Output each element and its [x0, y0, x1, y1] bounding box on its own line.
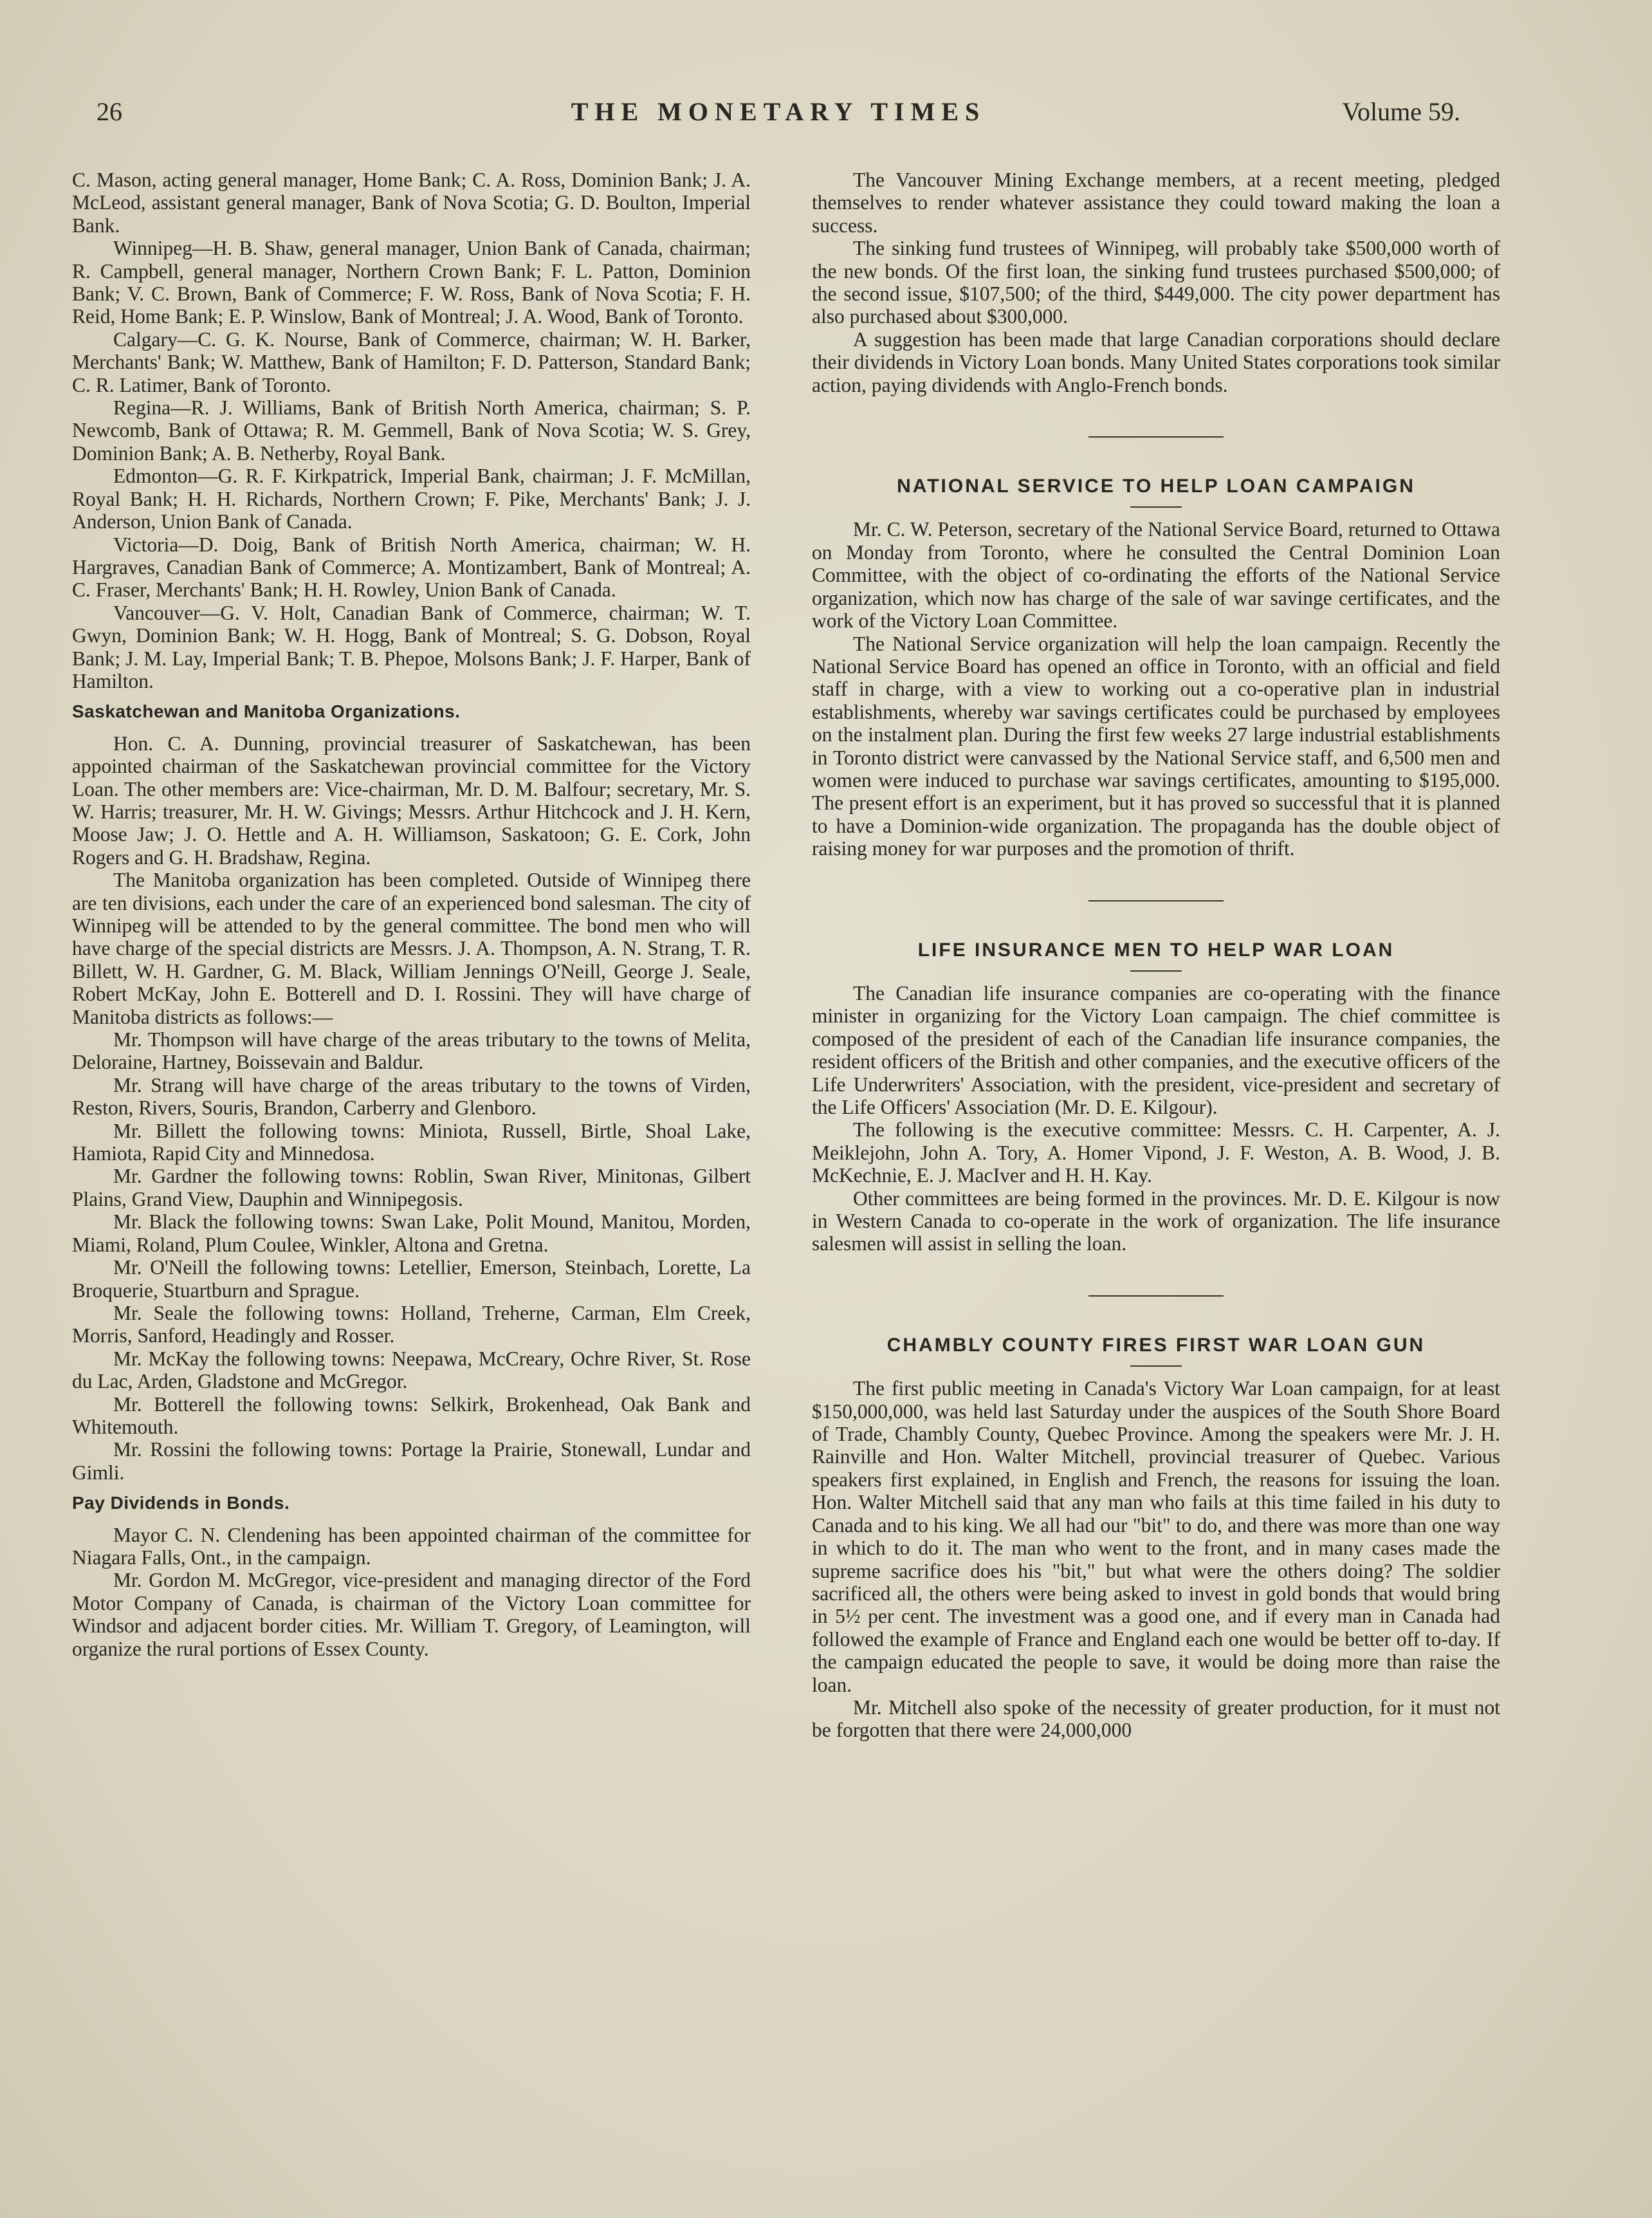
paragraph: Calgary—C. G. K. Nourse, Bank of Commerce, chairman; W. H. Barker, Merchants' Bank; W. Matthew, Bank of Hamilton; F. D. Patterson, Standard Bank; C. R. Latimer, Bank of Toronto.: [72, 328, 751, 396]
headline-national-service: NATIONAL SERVICE TO HELP LOAN CAMPAIGN: [897, 476, 1415, 497]
paragraph: The Vancouver Mining Exchange members, at a recent meeting, pledged themselves to render whatever assistance they could toward making the loan a success.: [812, 169, 1500, 237]
left-column: [72, 169, 751, 1660]
paragraph: Mr. O'Neill the following towns: Letellier, Emerson, Steinbach, Lorette, La Broquerie, Stuartburn and Sprague.: [72, 1256, 751, 1302]
headline-underline: [1130, 506, 1182, 508]
paragraph: The following is the executive committee: Messrs. C. H. Carpenter, A. J. Meiklejohn, John A. Tory, A. Homer Vipond, J. F. Weston, A. B. Wood, J. B. McKechnie, E. J. MacIver and H. H. Kay.: [812, 1118, 1500, 1187]
paragraph: C. Mason, acting general manager, Home Bank; C. A. Ross, Dominion Bank; J. A. McLeod, assistant general manager, Bank of Nova Scotia; G. D. Boulton, Imperial Bank.: [72, 169, 751, 237]
subheading-pay-dividends: Pay Dividends in Bonds.: [72, 1493, 290, 1513]
headline-life-insurance: LIFE INSURANCE MEN TO HELP WAR LOAN: [917, 939, 1395, 961]
paragraph: Mr. Gardner the following towns: Roblin, Swan River, Minitonas, Gilbert Plains, Grand View, Dauphin and Winnipegosis.: [72, 1165, 751, 1210]
paragraph: Victoria—D. Doig, Bank of British North America, chairman; W. H. Hargraves, Canadian Bank of Commerce; A. Montizambert, Bank of Montreal; A. C. Fraser, Merchants' Bank; H. H. Rowley, Union Bank of Canada.: [72, 533, 751, 602]
paragraph: Mr. Botterell the following towns: Selkirk, Brokenhead, Oak Bank and Whitemouth.: [72, 1392, 751, 1438]
headline-underline: [1130, 1365, 1182, 1367]
paragraph: Mr. McKay the following towns: Neepawa, McCreary, Ochre River, St. Rose du Lac, Arden, Gladstone and McGregor.: [72, 1347, 751, 1393]
paragraph: Mr. C. W. Peterson, secretary of the National Service Board, returned to Ottawa on Monday from Toronto, where he consulted the Central Dominion Loan Committee, with the object of co-ordinating the efforts of the National Service organization, which now has charge of the sale of war savinge certificates, and the work of the Victory Loan Committee.: [812, 518, 1500, 633]
paragraph: Mr. Thompson will have charge of the areas tributary to the towns of Melita, Deloraine, Hartney, Boissevain and Baldur.: [72, 1028, 751, 1074]
paragraph: Mr. Mitchell also spoke of the necessity of greater production, for it must not be forgotten that there were 24,000,000: [812, 1696, 1500, 1742]
paragraph: Mr. Black the following towns: Swan Lake, Polit Mound, Manitou, Morden, Miami, Roland, Plum Coulee, Winkler, Altona and Gretna.: [72, 1210, 751, 1256]
paragraph: Winnipeg—H. B. Shaw, general manager, Union Bank of Canada, chairman; R. Campbell, general manager, Northern Crown Bank; F. L. Patton, Dominion Bank; V. C. Brown, Bank of Commerce; F. W. Ross, Bank of Nova Scotia; F. H. Reid, Home Bank; E. P. Winslow, Bank of Montreal; J. A. Wood, Bank of Toronto.: [72, 237, 751, 328]
paragraph: Mr. Gordon M. McGregor, vice-president and managing director of the Ford Motor Company of Canada, is chairman of the Victory Loan committee for Windsor and adjacent border cities. Mr. William T. Gregory, of Leamington, will organize the rural portions of Essex County.: [72, 1569, 751, 1660]
volume-label: Volume 59.: [1342, 97, 1460, 126]
paragraph: A suggestion has been made that large Canadian corporations should declare their dividends in Victory Loan bonds. Many United States corporations took similar action, paying dividends with Anglo-French bonds.: [812, 328, 1500, 396]
paragraph: Mr. Strang will have charge of the areas tributary to the towns of Virden, Reston, Rivers, Souris, Brandon, Carberry and Glenboro.: [72, 1073, 751, 1120]
section-divider: [1088, 436, 1224, 438]
paragraph: The first public meeting in Canada's Victory War Loan campaign, for at least $150,000,000, was held last Saturday under the auspices of the South Shore Board of Trade, Chambly County, Quebec Province. Among the speakers were Mr. J. H. Rainville and Hon. Walter Mitchell, provincial treasurer of Quebec. Various speakers first explained, in English and French, the reasons for issuing the loan. Hon. Walter Mitchell said that any man who fails at this time failed in his duty to Canada and to his king. We all had our "bit" to do, and there was more than one way in which to do it. The man who went to the front, and in many cases made the supreme sacrifice does his "bit," but what were the others doing? The soldier sacrificed all, the others were being asked to invest in gold bonds that would bring in 5½ per cent. The investment was a good one, and if every man in Canada had followed the example of France and England each one would be better off to-day. If the campaign educated the people to save, it would be doing more than raise the loan.: [812, 1377, 1500, 1696]
paragraph: Other committees are being formed in the provinces. Mr. D. E. Kilgour is now in Western Canada to co-operate in the work of organization. The life insurance salesmen will assist in selling the loan.: [812, 1187, 1500, 1255]
paragraph: Mr. Seale the following towns: Holland, Treherne, Carman, Elm Creek, Morris, Sanford, Headingly and Rosser.: [72, 1301, 751, 1347]
paragraph: The Manitoba organization has been completed. Outside of Winnipeg there are ten divisions, each under the care of an experienced bond salesman. The city of Winnipeg will be attended to by the general committee. The bond men who will have charge of the special districts are Messrs. J. A. Thompson, A. N. Strang, T. R. Billett, W. H. Gardner, G. M. Black, William Jennings O'Neill, George J. Seale, Robert McKay, John E. Botterell and D. I. Rossini. They will have charge of Manitoba districts as follows:—: [72, 869, 751, 1028]
headline-underline: [1130, 970, 1182, 972]
paragraph: Mayor C. N. Clendening has been appointed chairman of the committee for Niagara Falls, Ont., in the campaign.: [72, 1523, 751, 1569]
paragraph: Mr. Rossini the following towns: Portage la Prairie, Stonewall, Lundar and Gimli.: [72, 1438, 751, 1484]
paragraph: Regina—R. J. Williams, Bank of British North America, chairman; S. P. Newcomb, Bank of Ottawa; R. M. Gemmell, Bank of Nova Scotia; W. S. Grey, Dominion Bank; A. B. Netherby, Royal Bank.: [72, 396, 751, 465]
paragraph: The Canadian life insurance companies are co-operating with the finance minister in organizing for the Victory Loan campaign. The chief committee is composed of the president of each of the Canadian life insurance companies, the resident officers of the British and other companies, and the executive officers of the Life Underwriters' Association, with the president, vice-president and secretary of the Life Officers' Association (Mr. D. E. Kilgour).: [812, 981, 1500, 1118]
paragraph: The National Service organization will help the loan campaign. Recently the National Service Board has opened an office in Toronto, with an official and field staff in charge, with a view to working out a co-operative plan in industrial establishments, whereby war savings certificates could be purchased by employees on the instalment plan. During the first few weeks 27 large industrial establishments in Toronto district were canvassed by the National Service staff, and 6,500 men and women were induced to purchase war savings certificates, amounting to $195,000. The present effort is an experiment, but it has proved so successful that it is planned to have a Dominion-wide organization. The propaganda has the double object of raising money for war purposes and the promotion of thrift.: [812, 632, 1500, 860]
paragraph: The sinking fund trustees of Winnipeg, will probably take $500,000 worth of the new bonds. Of the first loan, the sinking fund trustees purchased $500,000; of the second issue, $107,500; of the third, $449,000. The city power department has also purchased about $300,000.: [812, 237, 1500, 328]
paragraph: Mr. Billett the following towns: Miniota, Russell, Birtle, Shoal Lake, Hamiota, Rapid City and Minnedosa.: [72, 1119, 751, 1165]
section-divider: [1088, 900, 1224, 901]
paragraph: Edmonton—G. R. F. Kirkpatrick, Imperial Bank, chairman; J. F. McMillan, Royal Bank; H. H. Richards, Northern Crown; F. Pike, Merchants' Bank; J. J. Anderson, Union Bank of Canada.: [72, 465, 751, 533]
headline-chambly-county: CHAMBLY COUNTY FIRES FIRST WAR LOAN GUN: [886, 1334, 1426, 1356]
subheading-saskatchewan-manitoba: Saskatchewan and Manitoba Organizations.: [72, 701, 461, 722]
page-header: [96, 97, 1460, 142]
section-divider: [1088, 1295, 1224, 1297]
publication-title: THE MONETARY TIMES: [571, 97, 986, 126]
page-number: 26: [96, 97, 122, 126]
right-column: [812, 169, 1500, 1742]
paragraph: Vancouver—G. V. Holt, Canadian Bank of Commerce, chairman; W. T. Gwyn, Dominion Bank; W. H. Hogg, Bank of Montreal; S. G. Dobson, Royal Bank; J. M. Lay, Imperial Bank; T. B. Phepoe, Molsons Bank; J. F. Harper, Bank of Hamilton.: [72, 601, 751, 692]
paragraph: Hon. C. A. Dunning, provincial treasurer of Saskatchewan, has been appointed chairman of the Saskatchewan provincial committee for the Victory Loan. The other members are: Vice-chairman, Mr. D. M. Balfour; secretary, Mr. S. W. Harris; treasurer, Mr. H. W. Givings; Messrs. Arthur Hitchcock and J. H. Kern, Moose Jaw; J. O. Hettle and A. H. Williamson, Saskatoon; G. E. Cork, John Rogers and G. H. Bradshaw, Regina.: [72, 732, 751, 869]
